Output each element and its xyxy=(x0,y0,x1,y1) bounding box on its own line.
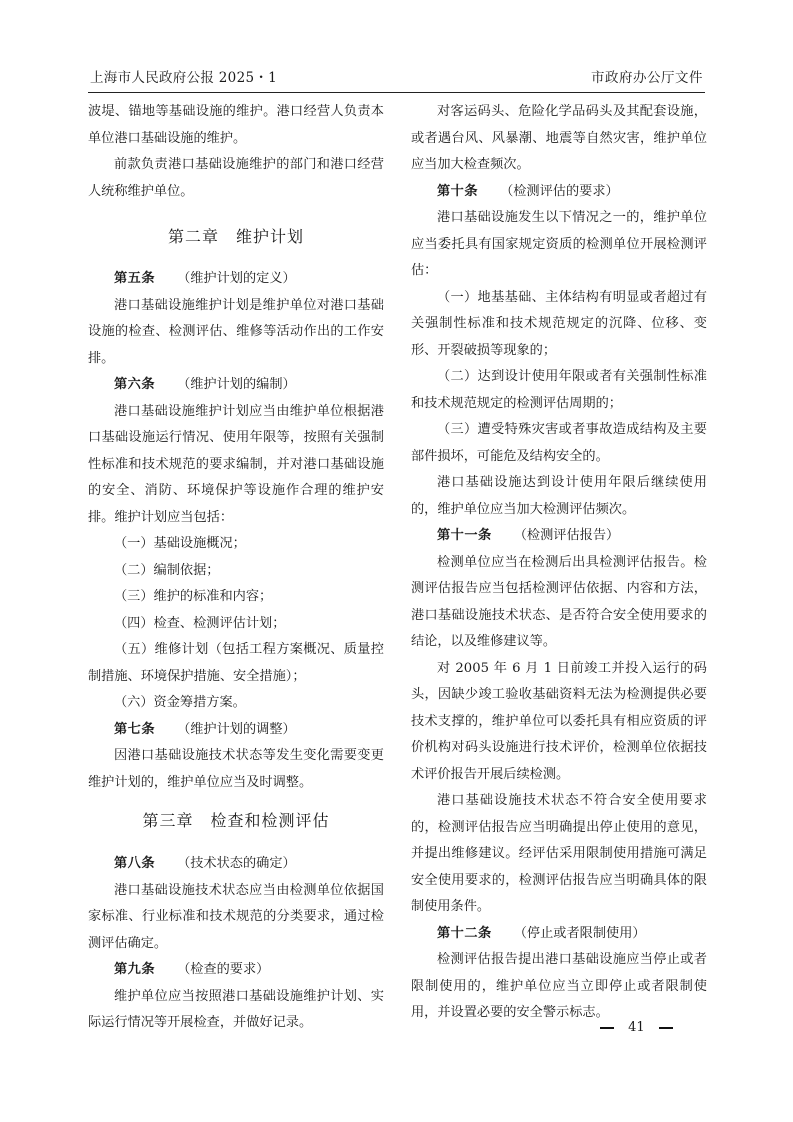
article-heading xyxy=(411,179,707,206)
article-caption: （技术状态的确定） xyxy=(177,856,296,871)
article-heading xyxy=(411,523,707,550)
list-item: （一）地基基础、主体结构有明显或者超过有关强制性标准和技术规范规定的沉降、位移、变形、开裂破损等现象的； xyxy=(411,289,707,358)
paragraph: 检测评估报告提出港口基础设施应当停止或者限制使用的，维护单位应当立即停止或者限制使用，并设置必要的安全警示标志。 xyxy=(411,952,707,1020)
running-header xyxy=(88,66,705,90)
section-title: 市政府办公厅文件 xyxy=(591,70,703,86)
gazette-title: 上海市人民政府公报 2025・1 xyxy=(90,70,278,86)
article-heading xyxy=(88,266,384,293)
article-caption: （维护计划的调整） xyxy=(177,721,296,737)
paragraph: 因港口基础设施技术状态等发生变化需要变更维护计划的，维护单位应当及时调整。 xyxy=(88,748,384,790)
footer-dash xyxy=(659,1027,673,1029)
article-caption: （检测评估的要求） xyxy=(500,183,619,199)
list-item: （五）维修计划（包括工程方案概况、质量控制措施、环境保护措施、安全措施）； xyxy=(88,642,384,684)
article-caption: （维护计划的编制） xyxy=(177,377,296,392)
article-number: 第十一条 xyxy=(437,528,492,543)
list-item: （四）检查、检测评估计划； xyxy=(114,615,286,631)
list-item: （三）维护的标准和内容； xyxy=(114,589,273,604)
article-number: 第十二条 xyxy=(437,925,492,941)
article-caption: （维护计划的定义） xyxy=(177,271,296,286)
article-caption: （检测评估报告） xyxy=(513,528,620,543)
page-footer xyxy=(600,1020,710,1035)
left-column xyxy=(88,99,384,1037)
article-number: 第九条 xyxy=(114,962,156,977)
paragraph: 港口基础设施维护计划应当由维护单位根据港口基础设施运行情况、使用年限等，按照有关强制性标准和技术规范的要求编制，并对港口基础设施的安全、消防、环境保护等设施作合理的维护安排。维护计划应当包括： xyxy=(88,403,384,525)
chapter-heading: 第二章 维护计划 xyxy=(167,227,304,246)
article-heading xyxy=(88,851,384,878)
list-item: （六）资金筹措方案。 xyxy=(114,695,246,710)
article-number: 第六条 xyxy=(114,377,156,392)
paragraph: 检测单位应当在检测后出具检测评估报告。检测评估报告应当包括检测评估依据、内容和方法，港口基础设施技术状态、是否符合安全使用要求的结论，以及维修建议等。 xyxy=(411,554,707,649)
article-heading xyxy=(411,921,707,948)
article-number: 第五条 xyxy=(114,271,156,286)
article-number: 第八条 xyxy=(114,856,156,871)
article-heading xyxy=(88,957,384,984)
paragraph: 前款负责港口基础设施维护的部门和港口经营人统称维护单位。 xyxy=(88,157,384,199)
paragraph: 对 2005 年 6 月 1 日前竣工并投入运行的码头，因缺少竣工验收基础资料无法为检测提供必要技术支撑的，维护单位可以委托具有相应资质的评价机构对码头设施进行技术评价，检测单位依据技术评价报告开展后续检测。 xyxy=(411,660,707,782)
paragraph: 维护单位应当按照港口基础设施维护计划、实际运行情况等开展检查，并做好记录。 xyxy=(88,988,384,1030)
paragraph: 港口基础设施维护计划是维护单位对港口基础设施的检查、检测评估、维修等活动作出的工作安排。 xyxy=(88,297,384,366)
header-rule xyxy=(88,92,705,93)
article-caption: （检查的要求） xyxy=(177,962,270,977)
chapter-heading: 第三章 检查和检测评估 xyxy=(142,811,330,830)
article-heading xyxy=(88,372,384,399)
paragraph: 港口基础设施达到设计使用年限后继续使用的，维护单位应当加大检测评估频次。 xyxy=(411,475,707,517)
list-item: （三）遭受特殊灾害或者事故造成结构及主要部件损坏，可能危及结构安全的。 xyxy=(411,422,707,464)
article-number: 第七条 xyxy=(114,721,156,737)
paragraph: 港口基础设施技术状态应当由检测单位依据国家标准、行业标准和技术规范的分类要求，通过检测评估确定。 xyxy=(88,882,384,951)
paragraph: 波堤、锚地等基础设施的维护。港口经营人负责本单位港口基础设施的维护。 xyxy=(88,104,384,146)
list-item: （一）基础设施概况； xyxy=(114,536,246,551)
right-column xyxy=(411,99,707,1027)
page-number: 41 xyxy=(628,1020,645,1035)
paragraph: 港口基础设施技术状态不符合安全使用要求的，检测评估报告应当明确提出停止使用的意见，并提出维修建议。经评估采用限制使用措施可满足安全使用要求的，检测评估报告应当明确具体的限制使用条件。 xyxy=(411,793,707,914)
footer-dash xyxy=(600,1027,614,1029)
list-item: （二）编制依据； xyxy=(114,562,220,578)
list-item: （二）达到设计使用年限或者有关强制性标准和技术规范规定的检测评估周期的； xyxy=(411,369,707,411)
paragraph: 对客运码头、危险化学品码头及其配套设施，或者遇台风、风暴潮、地震等自然灾害，维护单位应当加大检查频次。 xyxy=(411,104,707,172)
article-number: 第十条 xyxy=(437,183,479,199)
paragraph: 港口基础设施发生以下情况之一的，维护单位应当委托具有国家规定资质的检测单位开展检测评估： xyxy=(411,210,707,278)
article-heading xyxy=(88,717,384,744)
article-caption: （停止或者限制使用） xyxy=(513,925,646,941)
